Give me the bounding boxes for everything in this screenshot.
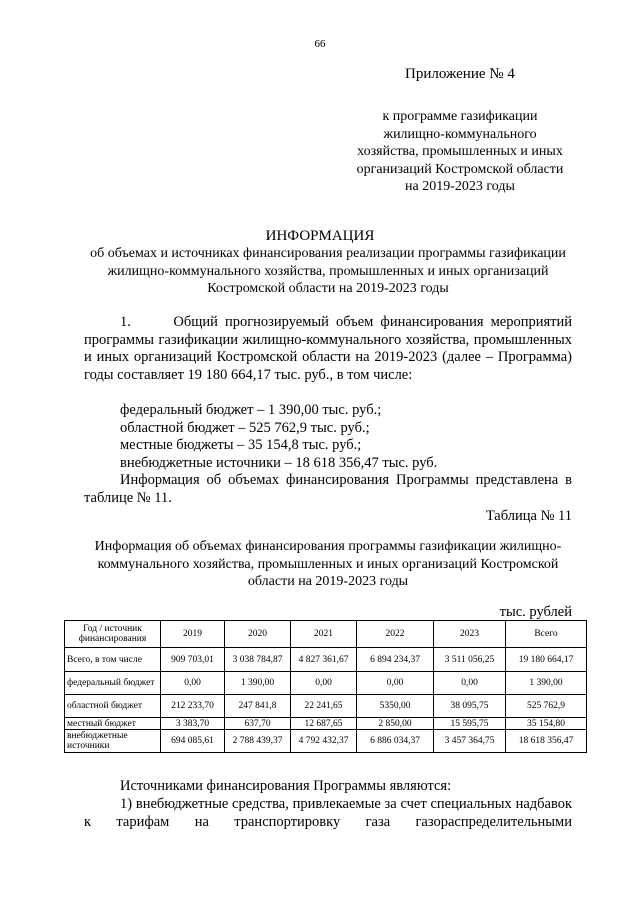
table-number: Таблица № 11 (485, 508, 572, 524)
table-cell: 3 383,70 (161, 718, 225, 730)
table-cell: 212 233,70 (161, 695, 225, 718)
header-2019: 2019 (161, 621, 225, 648)
table-cell: 38 095,75 (434, 695, 506, 718)
table-cell: 6 894 234,37 (357, 648, 434, 672)
table-cell: 3 457 364,75 (434, 730, 506, 753)
table-row (65, 718, 587, 730)
table-cell: 1 390,00 (506, 672, 587, 695)
row-label: федеральный бюджет (65, 672, 161, 695)
table-row (65, 695, 587, 718)
list-item-regional: областной бюджет – 525 762,9 тыс. руб.; (120, 419, 370, 436)
table-cell: 15 595,75 (434, 718, 506, 730)
table-cell: 694 085,61 (161, 730, 225, 753)
header-2021: 2021 (291, 621, 357, 648)
table-cell: 19 180 664,17 (506, 648, 587, 672)
sources-intro: Источниками финансирования Программы являются: (120, 778, 452, 794)
document-subtitle: об объемах и источниках финансирования реализации программы газификации жилищно-коммунального хозяйства, промышленных и иных организаций Костромской области на 2019-2023 годы (90, 246, 566, 296)
table-reference-paragraph: Информация об объемах финансирования Программы представлена в таблице № 11. (84, 472, 572, 506)
row-label: внебюджетные источники (65, 730, 161, 753)
table-cell: 909 703,01 (161, 648, 225, 672)
row-label: областной бюджет (65, 695, 161, 718)
header-2022: 2022 (357, 621, 434, 648)
table-cell: 4 792 432,37 (291, 730, 357, 753)
page-number: 66 (314, 38, 326, 50)
table-cell: 0,00 (434, 672, 506, 695)
table-row (65, 730, 587, 753)
list-item-federal: федеральный бюджет – 1 390,00 тыс. руб.; (120, 402, 382, 418)
table-cell: 4 827 361,67 (291, 648, 357, 672)
header-source: Год / источник финансирования (65, 621, 161, 648)
table-cell: 0,00 (357, 672, 434, 695)
table-cell: 2 788 439,37 (225, 730, 291, 753)
table-units: тыс. рублей (499, 604, 572, 620)
appendix-title: Приложение № 4 (405, 66, 515, 82)
table-cell: 3 511 056,25 (434, 648, 506, 672)
header-2023: 2023 (434, 621, 506, 648)
table-cell: 3 038 784,87 (225, 648, 291, 672)
table-header-row (65, 621, 587, 648)
table-cell: 0,00 (161, 672, 225, 695)
table-row (65, 672, 587, 695)
table-cell: 22 241,65 (291, 695, 357, 718)
table-cell: 0,00 (291, 672, 357, 695)
table-cell: 18 618 356,47 (506, 730, 587, 753)
table-cell: 637,70 (225, 718, 291, 730)
appendix-subtitle: к программе газификации жилищно-коммунального хозяйства, промышленных и иных организаций Костромской области на 2019-2023 годы (356, 109, 564, 194)
table-cell: 12 687,65 (291, 718, 357, 730)
header-total: Всего (506, 621, 587, 648)
sources-item-1: 1) внебюджетные средства, привлекаемые за счет специальных надбавок к тарифам на транспортировку газа газораспределительными (84, 796, 572, 830)
table-cell: 2 850,00 (357, 718, 434, 730)
financing-paragraph: 1. Общий прогнозируемый объем финансирования мероприятий программы газификации жилищно-коммунального хозяйства, промышленных и иных организаций Костромской области на 2019-2023 (далее – Программа) годы составляет 19 180 664,17 тыс. руб., в том числе: (84, 314, 572, 383)
table-cell: 5350,00 (357, 695, 434, 718)
table-cell: 6 886 034,37 (357, 730, 434, 753)
row-label: Всего, в том числе (65, 648, 161, 672)
row-label: местный бюджет (65, 718, 161, 730)
list-item-extrabudgetary: внебюджетные источники – 18 618 356,47 тыс. руб. (120, 454, 438, 471)
table-cell: 1 390,00 (225, 672, 291, 695)
table-cell: 247 841,8 (225, 695, 291, 718)
document-title: ИНФОРМАЦИЯ (265, 228, 375, 244)
table-caption: Информация об объемах финансирования программы газификации жилищно-коммунального хозяйства, промышленных и иных организаций Костромской области на 2019-2023 годы (94, 539, 562, 589)
header-2020: 2020 (225, 621, 291, 648)
financing-table (64, 620, 587, 753)
table-cell: 525 762,9 (506, 695, 587, 718)
table-row (65, 648, 587, 672)
list-item-local: местные бюджеты – 35 154,8 тыс. руб.; (120, 437, 362, 453)
table-cell: 35 154,80 (506, 718, 587, 730)
